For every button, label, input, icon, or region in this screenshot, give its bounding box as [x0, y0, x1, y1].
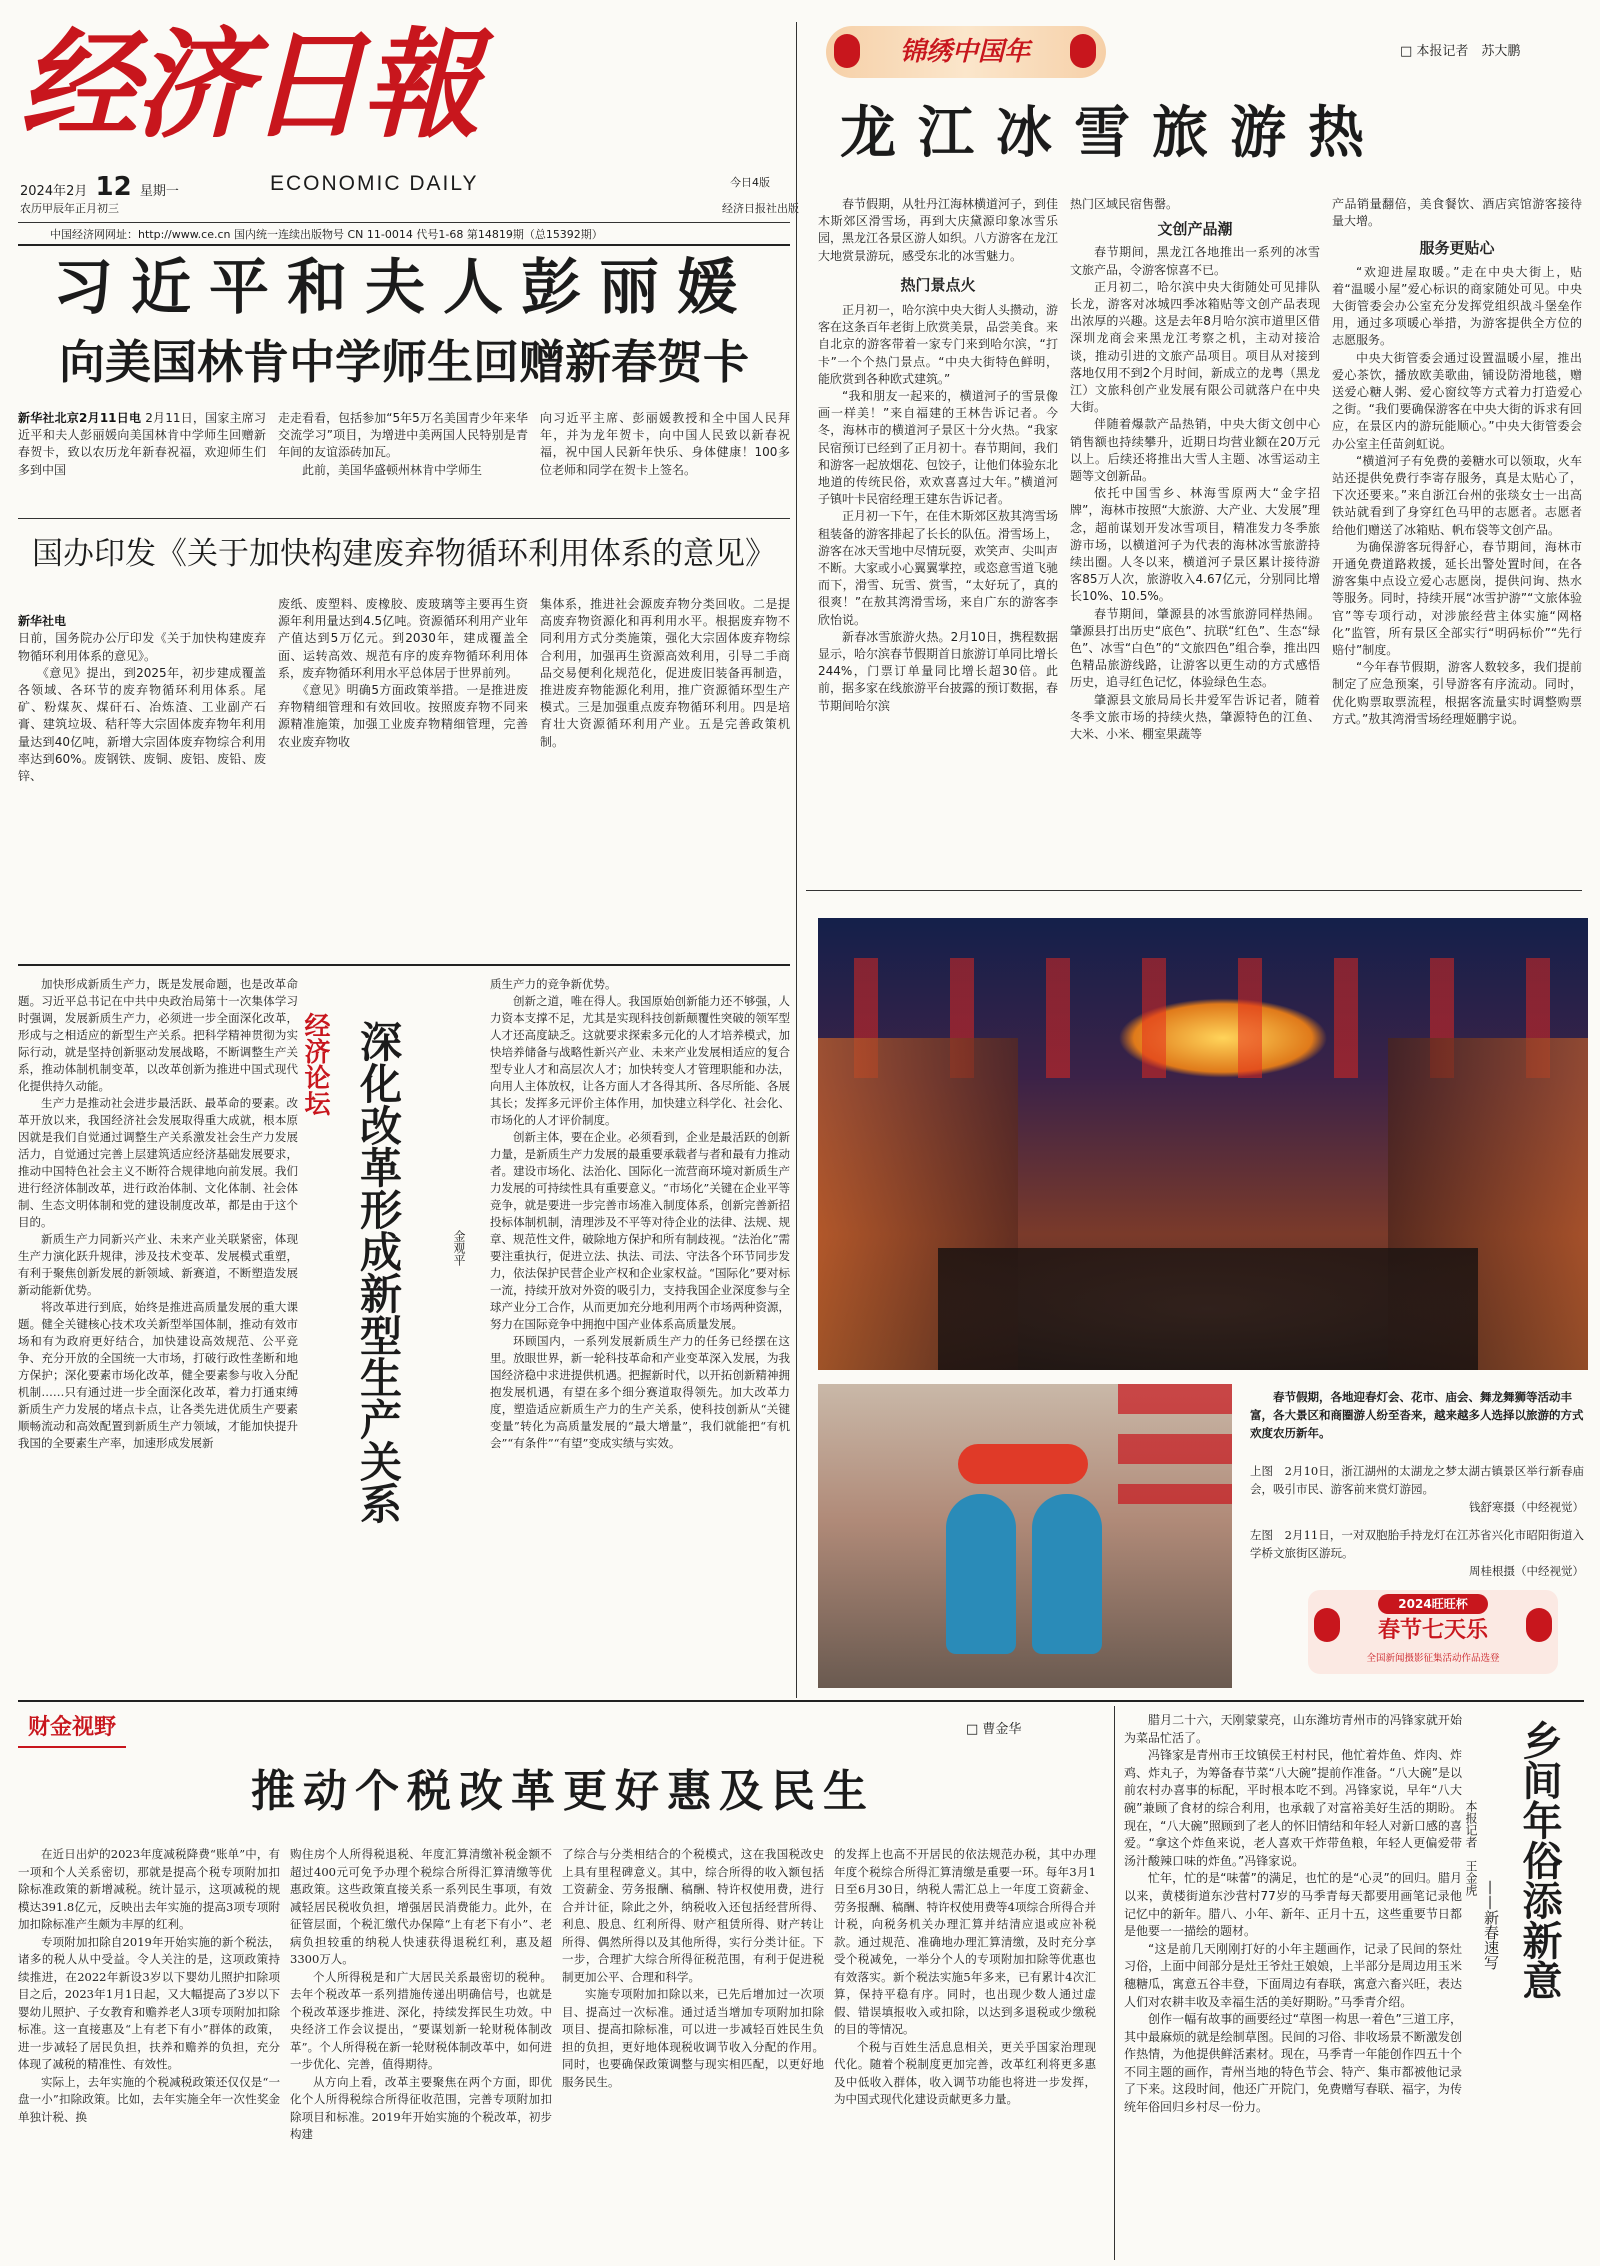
forum-para: 环顾国内，一系列发展新质生产力的任务已经摆在这里。放眼世界，新一轮科技革命和产业变革深入发展，为我国经济稳中求进提供机遇。把握新时代，以开拓创新精神拥抱发展机遇，有望在多个细分赛道取得领先。加大改革力度，塑造适应新质生产力的生产关系，使科技创新从“关键变量”转化为高质量发展的“最大增量”，我们就能把“有机会”“有条件”“有望”变成实绩与实效。 [490, 1334, 790, 1450]
forum-column-2 [490, 976, 790, 1686]
tax-byline: □ 曹金华 [966, 1722, 1022, 1737]
rural-para: “这是前几天刚刚打好的小年主题画作，记录了民间的祭灶习俗，上面中间部分是灶王爷灶王娘娘，上半部分是周边用玉米穗糖瓜，寓意五谷丰登，下面周边有春联，寓意六畜兴旺，表达人们对农耕丰收及幸福生活的美好期盼。”马季青介绍。 [1124, 1941, 1462, 2009]
caption-1-text: 上图 2月10日，浙江湖州的太湖龙之梦太湖古镇景区举行新春庙会，吸引市民、游客前来赏灯游园。 [1250, 1464, 1584, 1496]
caption-2-text: 左图 2月11日，一对双胞胎手持龙灯在江苏省兴化市昭阳街道入学桥文旅街区游玩。 [1250, 1528, 1584, 1560]
caption-2-credit: 周桂根摄（中经视觉） [1469, 1564, 1584, 1578]
feature-column-1 [818, 196, 1058, 882]
forum-para: 新质生产力同新兴产业、未来产业关联紧密，体现生产力演化跃升规律，涉及技术变革、发展模式重塑，有利于聚焦创新发展的新领域、新赛道，不断塑造发展新动能新优势。 [18, 1232, 298, 1297]
feature-para: 中央大街管委会通过设置温暖小屋，推出爱心茶饮，播放欧美歌曲，铺设防滑地毯，赠送爱心糖人粥、爱心窗纹等方式着力打造爱心之街。“我们要确保游客在中央大街的诉求有回应，在景区内的游玩能顺心。”中央大街管委会办公室主任苗剑虹说。 [1332, 350, 1582, 451]
tax-para: 了综合与分类相结合的个税模式，这在我国税改史上具有里程碑意义。其中，综合所得的收入额包括工资薪金、劳务报酬、稿酬、特许权使用费，进行合并计征，除此之外，纳税收入还包括经营所得、利息、股息、红利所得、财产租赁所得、财产转让所得、偶然所得以及其他所得，实行分类计征。下一步，合理扩大综合所得征税范围，有利于促进税制更加公平、合理和科学。 [562, 1847, 824, 1984]
forum-para: 创新之道，唯在得人。我国原始创新能力还不够强，人力资本支撑不足，尤其是实现科技创新颠覆性突破的领军型人才还高度缺乏。这就要求探索多元化的人才培养模式，加快培养储备与战略性新兴产业、未来产业发展相适应的复合型专业人才和高层次人才；加快转变人才管理职能和办法，向用人主体放权，让各方面人才各得其所、各尽所能、各展其长；发挥多元评价主体作用，加快建立科学化、社会化、市场化的人才评价制度。 [490, 994, 790, 1127]
feature-para: 春节假期，从牡丹江海林横道河子，到佳木斯郊区滑雪场，再到大庆黛源印象冰雪乐园，黑龙江各景区游人如织。八方游客在龙江大地赏景游玩，感受东北的冰雪魅力。 [818, 197, 1058, 263]
forum-para: 质生产力的竞争新优势。 [490, 977, 617, 991]
dragon-lantern-handheld [958, 1444, 1088, 1484]
badge-main: 春节七天乐 [1377, 1618, 1488, 1643]
tax-para: 个税与百姓生活息息相关，更关乎国家治理现代化。随着个税制度更加完善，改革红利将更多惠及中低收入群体，收入调节功能也将进一步发挥，为中国式现代化建设贡献更多力量。 [834, 2039, 1096, 2106]
badge-top: 2024旺旺杯 [1378, 1594, 1488, 1614]
child-left [946, 1494, 1016, 1654]
rural-para: 冯锋家是青州市王坟镇侯王村村民，他忙着炸鱼、炸肉、炸鸡、炸丸子，为筹备春节菜“八大碗”提前作准备。“八大碗”是以前农村办喜事的标配，平时根本吃不到。冯锋家说，早年“八大碗”兼顾了食材的综合利用，也承载了对富裕美好生活的期盼。现在，“八大碗”照顾到了老人的怀旧情结和年轻人对新口感的喜爱。“拿这个炸鱼来说，老人喜欢干炸带鱼粮，年轻人更偏爱带汤汁酸辣口味的炸鱼。”冯锋家说。 [1124, 1748, 1462, 1868]
tax-para: 个人所得税是和广大居民关系最密切的税种。去年个税改革一系列措施传递出明确信号，也就是个税改革逐步推进、深化，持续发挥民生功效。中央经济工作会议提出，“要谋划新一轮财税体制改革”。个人所得税在新一轮财税体制改革中，如何进一步优化、完善，值得期待。 [290, 1969, 552, 2071]
lead-title-2: 向美国林肯中学师生回赠新春贺卡 [59, 335, 749, 389]
lead-title-1: 习近平和夫人彭丽媛 [53, 253, 755, 323]
feature-para: 正月初二，哈尔滨中央大街随处可见排队长龙，游客对冰城四季冰箱贴等文创产品表现出浓厚的兴趣。这是去年8月哈尔滨市道里区借深圳龙商会来黑龙江考察之机，主动对接洽谈，推动引进的文旅产品项目。项目从对接到落地仅用不到2个月时间，新成立的龙粤（黑龙江）文旅科创产业发展有限公司就落户在中央大街。 [1070, 279, 1320, 415]
feature-para: 春节期间，肇源县的冰雪旅游同样热闹。肇源县打出历史“底色”、抗联“红色”、生态“绿色”、冰雪“白色”的“文旅四色”组合拳，推出四色精品旅游线路，让游客以更生动的方式感悟历史，追寻红色记忆，体验绿色生态。 [1070, 606, 1320, 690]
tax-column-2 [290, 1846, 552, 2256]
feature-para: 为确保游客玩得舒心，春节期间，海林市开通免费道路救援，延长出警处置时间，在各游客集中点设立爱心志愿岗，提供问询、热水等服务。同时，持续开展“冰雪护游”“文旅体验官”等专项行动，对涉旅经营主体实施“网格化”监管，所有景区全部实行“明码标价”“先行赔付”制度。 [1332, 539, 1582, 658]
feature-para: “横道河子有免费的姜糖水可以领取，火车站还提供免费行李寄存服务，真是太贴心了，下次还要来。”来自浙江台州的张琰女士一出高铁站就看到了身穿红色马甲的志愿者。志愿者给他们赠送了冰箱贴、帆布袋等文创产品。 [1332, 453, 1582, 537]
feature-para: 肇源县文旅局局长井爱军告诉记者，随着冬季文旅市场的持续火热，肇源特色的江鱼、大米、小米、棚室果蔬等 [1070, 692, 1320, 742]
rural-column [1124, 1712, 1462, 2258]
feature-para: 新春冰雪旅游火热。2月10日，携程数据显示，哈尔滨春节假期首日旅游订单同比增长244%，门票订单量同比增长超30倍。此前，据多家在线旅游平台披露的预订数据，春节期间哈尔滨 [818, 629, 1058, 713]
date-day: 12 [95, 172, 132, 202]
feature-para: 产品销量翻倍，美食餐饮、酒店宾馆游客接待量大增。 [1332, 197, 1582, 229]
lantern-festival-photo [818, 918, 1588, 1370]
tax-para: 实际上，去年实施的个税减税政策还仅仅是“一盘一小”扣除政策。比如，去年实施全年一次性奖金单独计税、换 [18, 2074, 280, 2124]
lead-dateline: 新华社北京2月11日电 [18, 411, 142, 425]
tax-para: 专项附加扣除自2019年开始实施的新个税法，诸多的税人从中受益。令人关注的是，这项政策持续推进，在2022年新设3岁以下婴幼儿照护扣除项目之后，2023年1月1日起，又大幅提高了3岁以下婴幼儿照护、子女教育和赡养老人3项专项附加扣除标准。这一直接惠及“上有老下有小”群体的政策，进一步减轻了居民负担，扶养和赡养的负担，充分体现了减税的精准性、有效性。 [18, 1934, 280, 2071]
lantern-icon [834, 34, 860, 68]
forum-para: 创新主体，要在企业。必须看到，企业是最活跃的创新力量，是新质生产力发展的最重要承载者与者和最有力推动者。建设市场化、法治化、国际化一流营商环境对新质生产力发展的可持续性具有重要意义。“市场化”关键在企业平等竞争，就是要进一步完善市场准入制度体系，创新完善新招投标体制机制，清理涉及不平等对待企业的法律、法规、规章、规范性文件，破除地方保护和所有制歧视。“法治化”需要注重执行，促进立法、执法、司法、守法各个环节同步发力，依法保护民营企业产权和企业家权益。“国际化”要对标一流，持续开放对外资的吸引力，支持我国企业深度参与全球产业分工合作，从而更加充分地利用两个市场两种资源，努力在国际竞争中拥抱中国产业体系高质量发展。 [490, 1130, 790, 1331]
feature-subhead-2: 文创产品潮 [1157, 220, 1233, 239]
tax-title: 推动个税改革更好惠及民生 [251, 1766, 875, 1817]
caption-1-credit: 钱舒寒摄（中经视觉） [1469, 1500, 1584, 1514]
rural-para: 腊月二十六，天刚蒙蒙亮，山东潍坊青州市的冯锋家就开始为菜品忙活了。 [1124, 1713, 1462, 1745]
waste-text-1: 日前，国务院办公厅印发《关于加快构建废弃物循环利用体系的意见》。 《意见》提出，到2025年，初步建成覆盖各领域、各环节的废弃物循环利用体系。尾矿、粉煤灰、煤矸石、冶炼渣、工业副产石膏、建筑垃圾、秸秆等大宗固体废弃物年利用量达到40亿吨，新增大宗固体废弃物综合利用率达到60%。废钢铁、废铜、废铝、废铅、废锌、 [18, 631, 266, 784]
crowd [938, 1248, 1478, 1370]
feature-banner [826, 26, 1106, 78]
lunar-date: 农历甲辰年正月初三 [20, 202, 119, 215]
page-count: 今日4版 [730, 176, 770, 189]
twins-photo [818, 1384, 1232, 1688]
masthead-logo: 经济日報 [20, 15, 477, 154]
forum-para: 将改革进行到底，始终是推进高质量发展的重大课题。健全关键核心技术攻关新型举国体制，推动有效市场和有为政府更好结合，加快建设高效规范、公平竞争、充分开放的全国统一大市场，打破行政性垄断和地方保护；深化要素市场化改革，健全要素参与收入分配机制……只有通过进一步全面深化改革，着力打通束缚新质生产力发展的堵点卡点，让各类先进优质生产要素顺畅流动和高效配置到新质生产力领域，才能加快提升我国的全要素生产率，加速形成发展新 [18, 1300, 298, 1450]
date-month: 2024年2月 [20, 184, 88, 199]
feature-banner-text: 锦绣中国年 [899, 37, 1030, 67]
badge-sub: 全国新闻摄影征集活动作品选登 [1366, 1653, 1500, 1664]
feature-subhead-3: 服务更贴心 [1419, 239, 1495, 258]
waste-dateline: 新华社电 [18, 614, 67, 629]
feature-title: 龙江冰雪旅游热 [840, 101, 1386, 166]
lantern-icon [1314, 1608, 1340, 1642]
rural-subtitle: ——新春速写 [1482, 1880, 1500, 1970]
tax-para: 在近日出炉的2023年度减税降费“账单”中，有一项和个人关系密切，那就是提高个税专项附加扣除标准政策的新增减税。统计显示，这项减税的规模达391.8亿元，反映出去年实施的提高3项专项附加扣除标准产生颇为丰厚的红利。 [18, 1847, 280, 1931]
rural-byline: 本报记者 王金虎 [1464, 1800, 1478, 1896]
feature-column-2 [1070, 196, 1320, 882]
waste-column-2: 废纸、废塑料、废橡胶、废玻璃等主要再生资源年利用量达到4.5亿吨。资源循环利用产业年产值达到5万亿元。到2030年，建成覆盖全面、运转高效、规范有序的废弃物循环利用体系，废弃物循环利用水平总体居于世界前列。 《意见》明确5方面政策举措。一是推进废弃物精细管理和有效回收。按照废弃物不同来源精准施策，加强工业废弃物精细管理，完善农业废弃物收 [278, 597, 528, 749]
photo-caption-1 [1250, 1462, 1584, 1522]
tax-para: 购住房个人所得税退税、年度汇算清缴补税金额不超过400元可免予办理个税综合所得汇算清缴等优惠政策。这些政策直接关系一系列民生事项，有效减轻居民税收负担，增强居民消费能力。此外，在征管层面，个税汇缴代办保障“上有老下有小”、老病负担较重的纳税人快速获得退税红利，惠及超3300万人。 [290, 1847, 552, 1966]
forum-column-1 [18, 976, 298, 1686]
lead-column-1 [18, 410, 266, 510]
lantern-icon [1070, 34, 1096, 68]
weekday: 星期一 [139, 184, 179, 199]
waste-column-3: 集体系，推进社会源废弃物分类回收。二是提高废弃物资源化和再利用水平。根据废弃物不同利用方式分类施策，强化大宗固体废弃物综合利用，加强再生资源高效利用，引导二手商品交易便利化规范化，促进废旧装备再制造，推进废弃物能源化利用，推广资源循环型生产模式。三是加强重点废弃物循环利用。四是培育壮大资源循环利用产业。五是完善政策机制。 [540, 597, 790, 749]
tax-para: 的发挥上也高不开居民的依法规范办税，其中办理年度个税综合所得汇算清缴是重要一环。每年3月1日至6月30日，纳税人需汇总上一年度工资薪金、劳务报酬、稿酬、特许权使用费等4项综合所得合并计税，向税务机关办理汇算并结清应退或应补税款。通过规范、准确地办理汇算清缴，及时充分享受个税减免，一举分个人的专项附加扣除等优惠也有效落实。新个税法实施5年多来，已有累计4次汇算，保持平稳有序。同时，也出现少数人通过虚假、错误填报收入或扣除，以达到多退税或少缴税的目的等情况。 [834, 1847, 1096, 2036]
waste-title: 国办印发《关于加快构建废弃物循环利用体系的意见》 [32, 536, 776, 572]
tax-column-4 [834, 1846, 1096, 2256]
photo-caption-main: 春节假期，各地迎春灯会、花市、庙会、舞龙舞狮等活动丰富，各大景区和商圈游人纷至沓来，越来越多人选择以旅游的方式欢度农历新年。 [1250, 1390, 1584, 1440]
child-right [1032, 1494, 1102, 1654]
photo-caption-2 [1250, 1526, 1584, 1590]
english-title: ECONOMIC DAILY [270, 172, 479, 195]
forum-para: 加快形成新质生产力，既是发展命题，也是改革命题。习近平总书记在中共中央政治局第十一次集体学习时强调，发展新质生产力，必须进一步全面深化改革，形成与之相适应的新型生产关系。把科学精神贯彻为实际行动，就是坚持创新驱动发展战略，不断调整生产关系，推动体制机制变革，以改革创新为推进中国式现代化提供持久动能。 [18, 977, 298, 1093]
feature-para: 春节期间，黑龙江各地推出一系列的冰雪文旅产品，令游客惊喜不已。 [1070, 245, 1320, 277]
lead-column-2: 走走看看，包括参加“5年5万名美国青少年来华交流学习”项目，为增进中美两国人民特别是青年间的友谊添砖加瓦。 此前，美国华盛顿州林肯中学师生 [278, 411, 528, 477]
tax-para: 实施专项附加扣除以来，已先后增加过一次项目、提高过一次标准。通过适当增加专项附加扣除项目、提高扣除标准，可以进一步减轻百姓民生负担的负担，更好地体现税收调节收入分配的作用。同时，也要确保政策调整与现实相匹配，以更好地服务民生。 [562, 1987, 824, 2089]
feature-para: “欢迎进屋取暖。”走在中央大街上，贴着“温暖小屋”爱心标识的商家随处可见。中央大街管委会办公室充分发挥党组织战斗堡垒作用，通过多项暖心举措，为游客提供全方位的志愿服务。 [1332, 264, 1582, 348]
feature-para: “我和朋友一起来的，横道河子的雪景像画一样美！”来自福建的王林告诉记者。今冬，海林市的横道河子景区十分火热。“我家民宿预订已经到了正月初十。春节期间，我们和游客一起放烟花、包饺子，让他们体验东北地道的传统民俗，欢欢喜喜过大年。”横道河子镇叶卡民宿经理王建东告诉记者。 [818, 389, 1058, 507]
date-line [20, 172, 179, 202]
lead-column-3: 向习近平主席、彭丽媛教授和全中国人民拜年，并为龙年贺卡，向中国人民致以新春祝福，祝中国人民新年快乐、身体健康！100多位老师和同学在贺卡上签名。 [540, 411, 790, 477]
tax-label: 财金视野 [18, 1710, 126, 1748]
tax-column-1 [18, 1846, 280, 2256]
feature-para: “今年春节假期，游客人数较多，我们提前制定了应急预案，引导游客有序流动。同时，优化购票取票流程，根据客流量实时调整购票方式。”敖其湾滑雪场经理姬鹏宇说。 [1332, 660, 1582, 726]
feature-byline: □ 本报记者 苏大鹏 [1400, 44, 1521, 59]
feature-subhead-1: 热门景点火 [900, 275, 976, 294]
waste-column-1 [18, 596, 266, 958]
contest-badge [1308, 1590, 1558, 1674]
feature-para: 正月初一下午，在佳木斯郊区敖其湾雪场租装备的游客排起了长长的队伍。滑雪场上，游客在冰天雪地中尽情玩耍，欢笑声、尖叫声不断。大家或小心翼翼掌控，或恣意雪道飞驰而下，滑雪、玩雪、赏雪，“太好玩了，真的很爽！”在敖其湾滑雪场，来自广东的游客李欣怡说。 [818, 509, 1058, 627]
rural-para: 创作一幅有故事的画要经过“草图一构思一着色”三道工序，其中最麻烦的就是绘制草图。民间的习俗、非收场景不断激发创作热情，为他提供鲜活素材。现在，马季青一年能创作四五十个不同主题的画作，青州当地的特色节会、特产、集市都被他记录了下来。这段时间，他还广开院门，免费赠写春联、福字，为传统年俗回归乡村尽一份力。 [1124, 2012, 1462, 2115]
forum-author: 金观平 [452, 1230, 466, 1266]
rural-para: 忙年，忙的是“味蕾”的满足，也忙的是“心灵”的回归。腊月以来，黄楼街道东沙营村77岁的马季青每天都要用画笔记录他记忆中的新年。腊八、小年、新年、正月十五，这些重要节日都是他要一一描绘的题材。 [1124, 1871, 1462, 1939]
feature-para: 正月初一，哈尔滨中央大街人头攒动，游客在这条百年老街上欣赏美景，品尝美食。来自北京的游客带着一家专门来到哈尔滨，“打卡”一个个热门景点。“中央大街特色鲜明，能欣赏到各种欧式建筑。” [818, 303, 1058, 386]
red-lanterns [1118, 1384, 1232, 1504]
forum-label: 经济论坛 [300, 1012, 330, 1116]
lead-text-1: 2月11日，国家主席习近平和夫人彭丽媛向美国林肯中学师生回赠新春贺卡，致以农历龙年新春祝福，欢迎师生们多到中国 [18, 411, 266, 477]
lantern-icon [1526, 1608, 1552, 1642]
rural-title: 乡间年俗添新意 [1516, 1720, 1562, 2000]
publisher: 经济日报社出版 [722, 202, 799, 215]
feature-para: 依托中国雪乡、林海雪原两大“金字招牌”，海林市按照“大旅游、大产业、大发展”理念，超前谋划开发冰雪项目，精准发力冬季旅游市场，以横道河子为代表的海林冰雪旅游持续出圈。人冬以来，横道河子景区累计接待游客85万人次，旅游收入4.67亿元，分别同比增长10%、10.5%。 [1070, 486, 1320, 604]
feature-para: 伴随着爆款产品热销，中央大街文创中心销售额也持续攀升，近期日均营业额在20万元以上。后续还将推出大雪人主题、冰雪运动主题等文创新品。 [1070, 417, 1320, 484]
tax-column-3 [562, 1846, 824, 2256]
feature-column-3 [1332, 196, 1582, 882]
forum-para: 生产力是推动社会进步最活跃、最革命的要素。改革开放以来，我国经济社会发展取得重大成就，根本原因就是我们自觉通过调整生产关系激发社会生产力发展活力，自觉通过完善上层建筑适应经济基础发展要求，推动中国特色社会主义不断符合规律地向前发展。我们进行经济体制改革，进行政治体制、文化体制、社会体制、生态文明体制和党的建设制度改革，都是由于这个目的。 [18, 1096, 298, 1229]
tax-para: 从方向上看，改革主要聚焦在两个方面，即优化个人所得税综合所得征收范围，完善专项附加扣除项目和标准。2019年开始实施的个税改革，初步构建 [290, 2074, 552, 2141]
info-line: 中国经济网网址：http://www.ce.cn 国内统一连续出版物号 CN 11-0014 代号1-68 第14819期（总15392期） [50, 228, 603, 241]
forum-title: 深化改革形成新型生产关系 [354, 1020, 403, 1524]
feature-para: 热门区域民宿售罄。 [1070, 197, 1179, 211]
